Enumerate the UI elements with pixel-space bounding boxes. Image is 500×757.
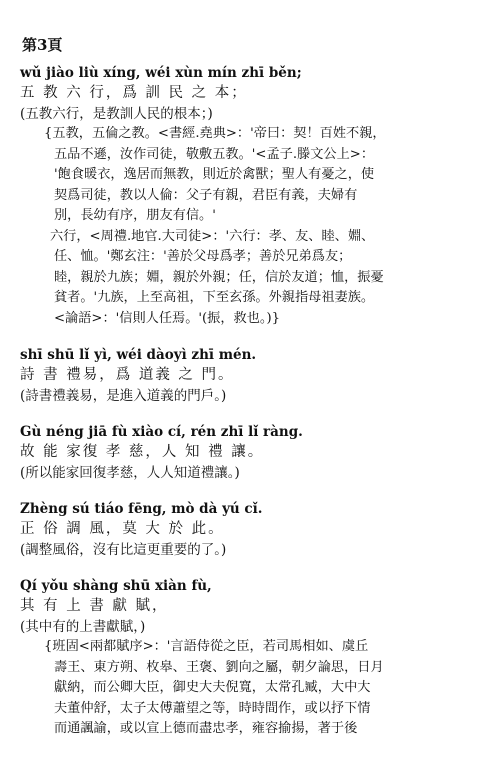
- commentary-line: '飽食暖衣，逸居而無教，則近於禽獸；聖人有憂之，使: [54, 167, 375, 182]
- commentary-line: <論語>：'信則人任焉。'(振，救也。)}: [54, 310, 281, 326]
- pinyin-line: Zhèng sú tiáo fēng, mò dà yú cǐ.: [20, 501, 263, 517]
- text-body: [20, 64, 490, 757]
- pinyin-line: Qí yǒu shàng shū xiàn fù,: [20, 578, 212, 594]
- section-3: [20, 423, 490, 483]
- page-number: 第3頁: [22, 36, 63, 54]
- translation-line: (五教六行，是教訓人民的根本；): [20, 106, 213, 122]
- verse-line: 五 教 六 行，爲 訓 民 之 本；: [20, 85, 248, 101]
- commentary-line: 睦，親於九族；婣，親於外親；任，信於友道；恤，振憂: [54, 269, 384, 285]
- commentary-line: 別，長幼有序，朋友有信。': [54, 208, 216, 223]
- commentary-line: 獻納，而公卿大臣，御史大夫倪寬，太常孔臧，大中大: [54, 680, 371, 695]
- commentary-line: 契爲司徒，教以人倫：父子有親，君臣有義，夫婦有: [54, 187, 358, 203]
- section-2: [20, 346, 490, 406]
- commentary-line: 而通諷諭，或以宣上德而盡忠孝，雍容揄揚，著于後: [54, 721, 358, 736]
- verse-line: 故 能 家復 孝 慈，人 知 禮 讓。: [20, 444, 265, 460]
- commentary-line: 任、恤。'鄭玄注：'善於父母爲孝；善於兄弟爲友；: [54, 249, 352, 264]
- commentary-line: 五品不遜，汝作司徒，敬敷五教。'<孟子.滕文公上>：: [54, 146, 375, 162]
- section-5: [20, 577, 490, 740]
- commentary-line: {班固<兩都賦序>：'言語侍從之臣，若司馬相如、虞丘: [44, 639, 369, 654]
- commentary-line: 六行，<周禮.地官.大司徒>：'六行：孝、友、睦、婣、: [50, 228, 375, 244]
- commentary-line: 夫董仲舒，太子太傅蕭望之等，時時間作，或以抒下情: [54, 700, 371, 716]
- commentary-block: [44, 124, 490, 329]
- verse-line: 詩 書 禮易，爲 道義 之 門。: [20, 367, 235, 383]
- pinyin-line: wǔ jiào liù xíng, wéi xùn mín zhī běn;: [20, 65, 302, 81]
- pinyin-line: Gù néng jiā fù xiào cí, rén zhī lǐ ràng.: [20, 424, 303, 440]
- section-1: [20, 64, 490, 329]
- translation-line: (其中有的上書獻賦，): [20, 619, 146, 635]
- section-4: [20, 500, 490, 560]
- commentary-line: {五教，五倫之教。<書經.堯典>：'帝曰：契！百姓不親，: [44, 126, 386, 141]
- translation-line: (詩書禮義易，是進入道義的門戶。): [20, 388, 227, 404]
- translation-line: (所以能家回復孝慈，人人知道禮讓。): [20, 465, 240, 481]
- pinyin-line: shī shū lǐ yì, wéi dàoyì zhī mén.: [20, 347, 257, 363]
- commentary-line: 貧者。'九族，上至高祖，下至玄孫。外親指母祖妻族。: [54, 290, 375, 305]
- commentary-line: 壽王、東方朔、枚皋、王褒、劉向之屬，朝夕論思，日月: [54, 659, 384, 675]
- translation-line: (調整風俗，沒有比這更重要的了。): [20, 542, 227, 558]
- verse-line: 正 俗 調 風，莫 大 於 此。: [20, 521, 225, 537]
- commentary-block: [44, 637, 490, 740]
- verse-line: 其 有 上 書 獻 賦，: [20, 598, 169, 614]
